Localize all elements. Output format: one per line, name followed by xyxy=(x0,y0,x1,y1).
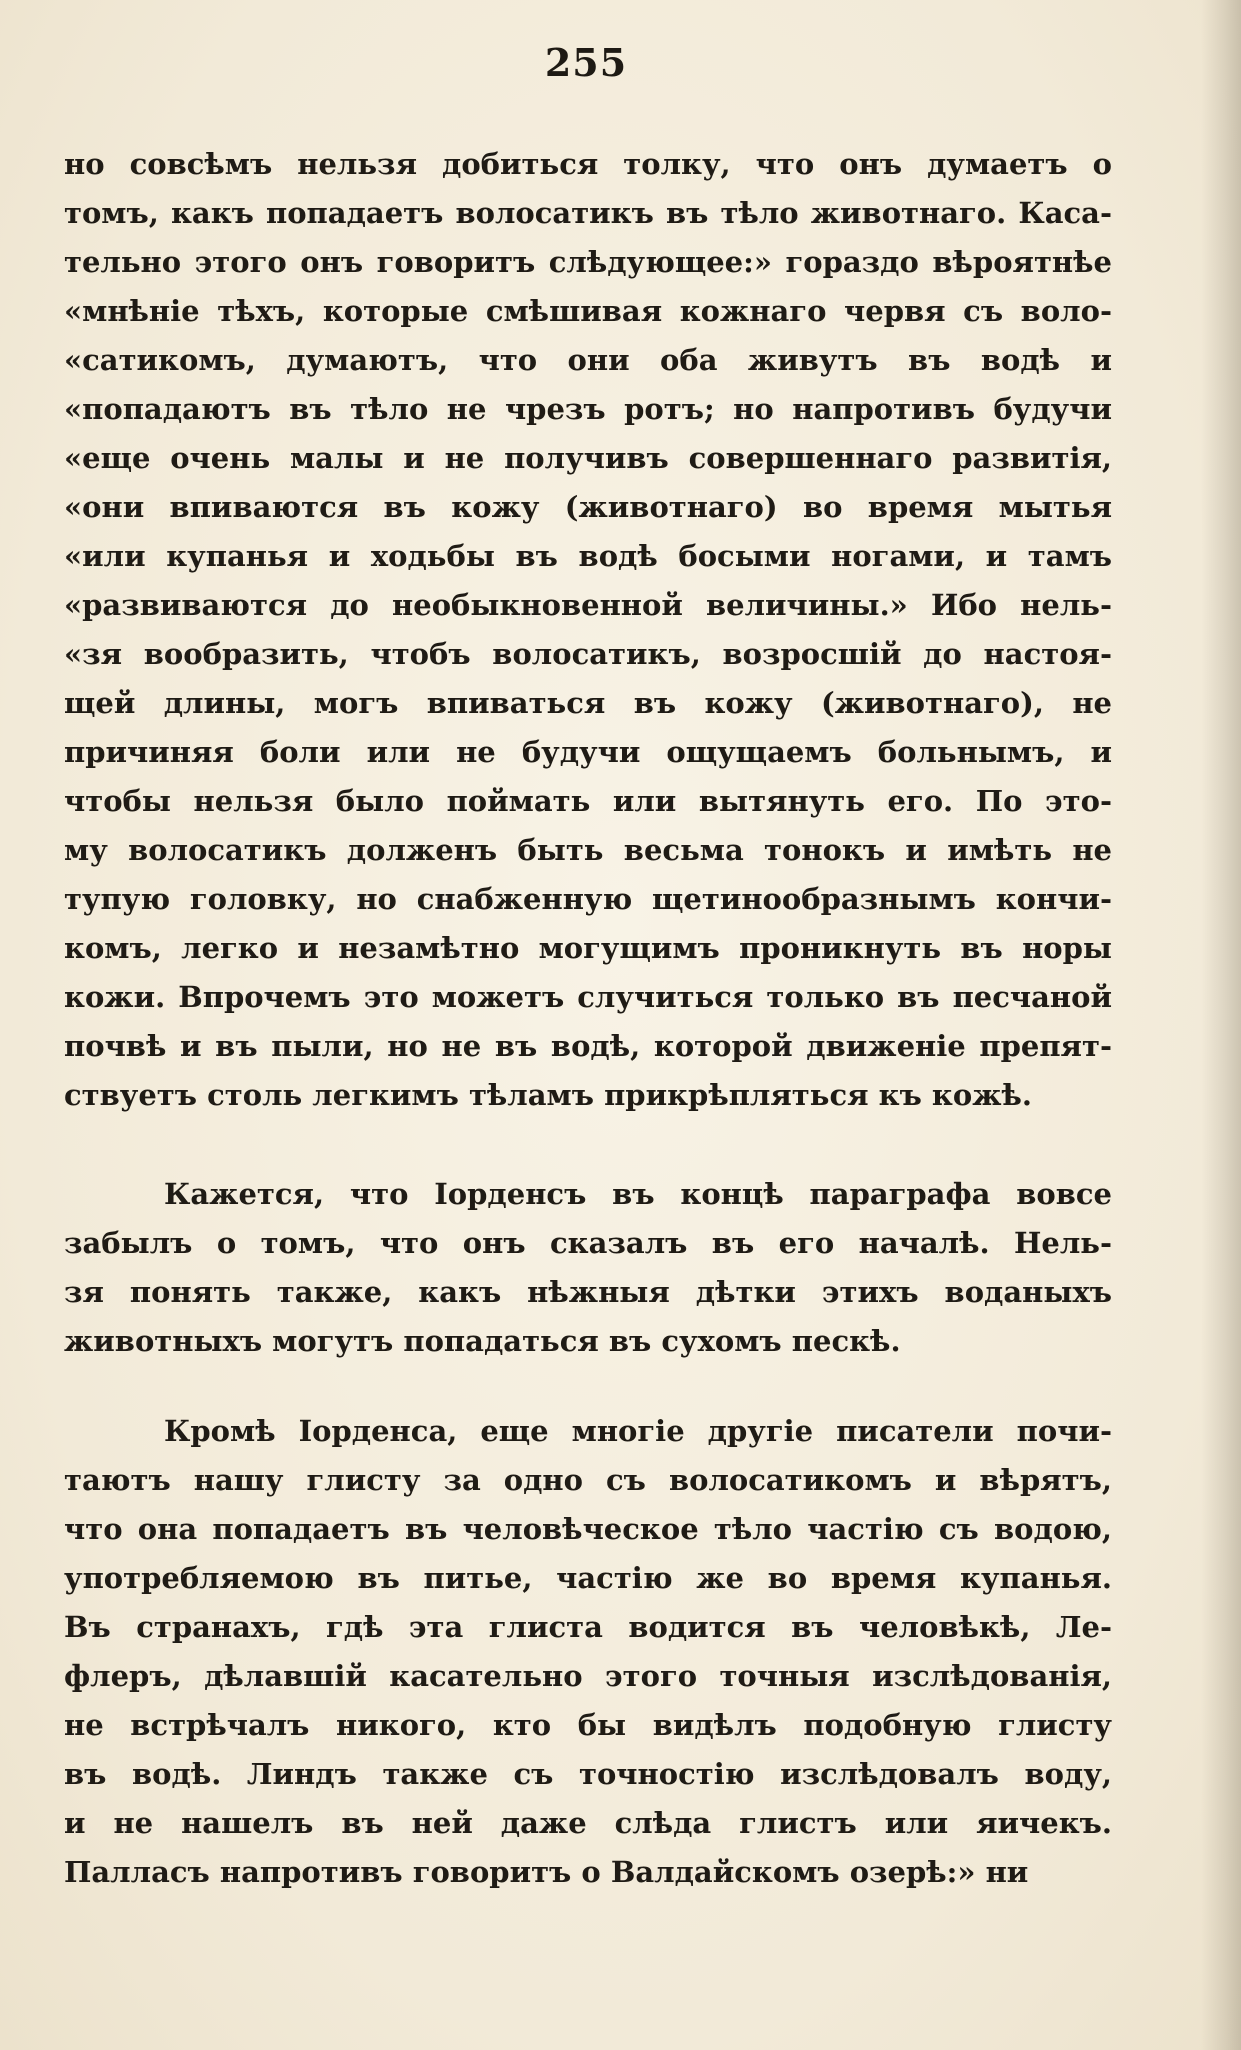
text-line: «зя вообразить, чтобъ волосатикъ, возросшій до настоя- xyxy=(64,637,1112,671)
text-line: забылъ о томъ, что онъ сказалъ въ его началѣ. Нель- xyxy=(64,1226,1112,1260)
text-line: «попадаютъ въ тѣло не чрезъ ротъ; но напротивъ будучи xyxy=(64,392,1112,426)
paragraph-1 xyxy=(64,140,1112,1120)
text-line: но совсѣмъ нельзя добиться толку, что онъ думаетъ о xyxy=(64,147,1112,181)
text-line: «сатикомъ, думаютъ, что они оба живутъ въ водѣ и xyxy=(64,343,1112,377)
text-line: употребляемою въ питье, частію же во время купанья. xyxy=(64,1561,1112,1595)
text-line: Кажется, что Іорденсъ въ концѣ параграфа вовсе xyxy=(164,1177,1112,1211)
paragraph-2 xyxy=(64,1170,1112,1366)
text-line: тупую головку, но снабженную щетинообразнымъ кончи- xyxy=(64,882,1112,916)
text-line: флеръ, дѣлавшій касательно этого точныя изслѣдованія, xyxy=(64,1659,1112,1693)
text-line: щей длины, могъ впиваться въ кожу (животнаго), не xyxy=(64,686,1112,720)
text-line: «они впиваются въ кожу (животнаго) во время мытья xyxy=(64,490,1112,524)
text-line: животныхъ могутъ попадаться въ сухомъ пескѣ. xyxy=(64,1324,901,1358)
text-line: что она попадаетъ въ человѣческое тѣло частію съ водою, xyxy=(64,1512,1112,1546)
text-line: причиняя боли или не будучи ощущаемъ больнымъ, и xyxy=(64,735,1112,769)
text-line: почвѣ и въ пыли, но не въ водѣ, которой движеніе препят- xyxy=(64,1029,1112,1063)
text-line: Въ странахъ, гдѣ эта глиста водится въ человѣкѣ, Ле- xyxy=(64,1610,1112,1644)
text-line: томъ, какъ попадаетъ волосатикъ въ тѣло животнаго. Каса- xyxy=(64,196,1112,230)
text-line: му волосатикъ долженъ быть весьма тонокъ и имѣть не xyxy=(64,833,1112,867)
paragraph-3 xyxy=(64,1407,1112,1897)
text-line: Кромѣ Іорденса, еще многіе другіе писатели почи- xyxy=(164,1414,1112,1448)
page-edge-shadow xyxy=(1201,0,1241,2050)
text-line: не встрѣчалъ никого, кто бы видѣлъ подобную глисту xyxy=(64,1708,1112,1742)
text-line: комъ, легко и незамѣтно могущимъ проникнуть въ норы xyxy=(64,931,1112,965)
text-line: въ водѣ. Линдъ также съ точностію изслѣдовалъ воду, xyxy=(64,1757,1112,1791)
text-line: «развиваются до необыкновенной величины.» Ибо нель- xyxy=(64,588,1112,622)
text-line: тельно этого онъ говоритъ слѣдующее:» гораздо вѣроятнѣе xyxy=(64,245,1112,279)
text-line: «еще очень малы и не получивъ совершеннаго развитія, xyxy=(64,441,1112,475)
text-line: Палласъ напротивъ говоритъ о Валдайскомъ озерѣ:» ни xyxy=(64,1855,1029,1889)
text-line: таютъ нашу глисту за одно съ волосатикомъ и вѣрятъ, xyxy=(64,1463,1112,1497)
text-line: «мнѣніе тѣхъ, которые смѣшивая кожнаго червя съ воло- xyxy=(64,294,1112,328)
text-line: кожи. Впрочемъ это можетъ случиться только въ песчаной xyxy=(64,980,1112,1014)
page-number: 255 xyxy=(544,40,628,85)
text-line: ствуетъ столь легкимъ тѣламъ прикрѣпляться къ кожѣ. xyxy=(64,1078,1032,1112)
text-line: чтобы нельзя было поймать или вытянуть его. По это- xyxy=(64,784,1112,818)
text-line: и не нашелъ въ ней даже слѣда глистъ или яичекъ. xyxy=(64,1806,1112,1840)
text-line: «или купанья и ходьбы въ водѣ босыми ногами, и тамъ xyxy=(64,539,1112,573)
text-line: зя понять также, какъ нѣжныя дѣтки этихъ воданыхъ xyxy=(64,1275,1112,1309)
